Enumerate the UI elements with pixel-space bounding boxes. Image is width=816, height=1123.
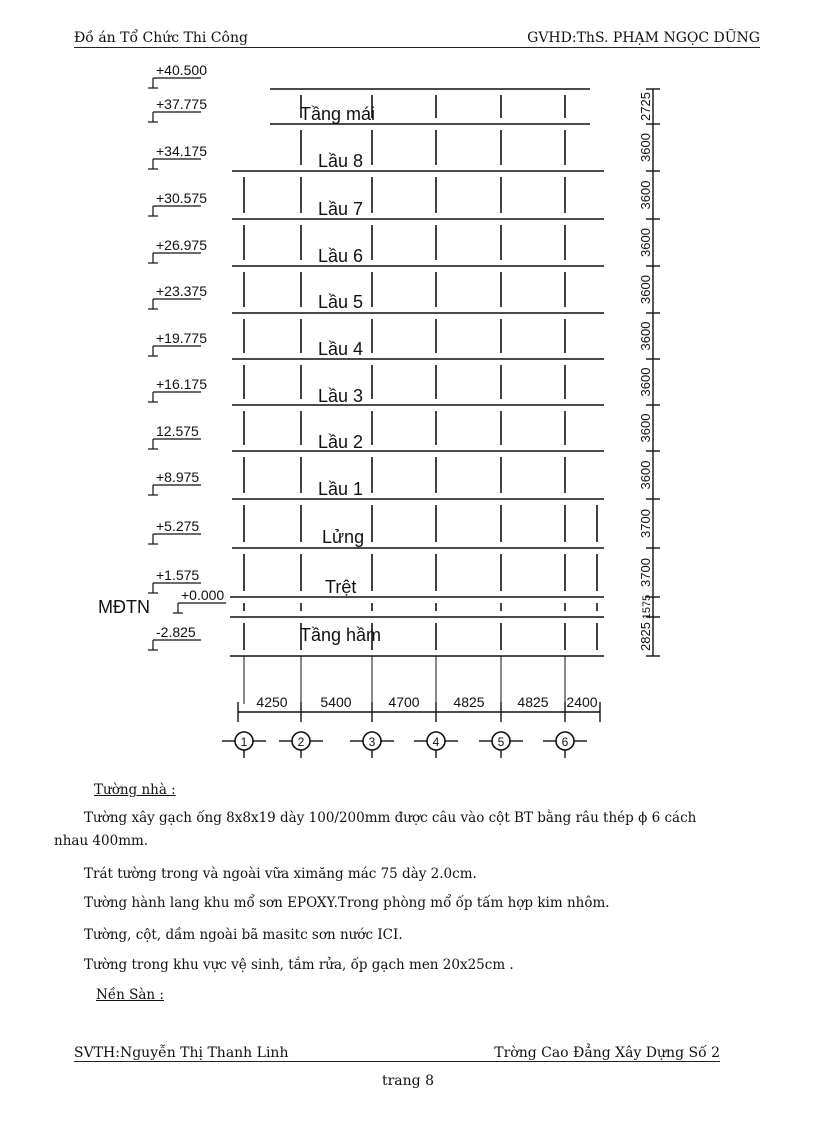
elevation-value: +16.175 [156, 376, 207, 392]
storey-height-value: 3600 [638, 133, 653, 162]
floor-label: Trệt [325, 577, 357, 597]
floor-label: Lầu 5 [318, 292, 364, 312]
axis-number: 2 [297, 735, 305, 749]
floor-label: Tầng hầm [300, 625, 382, 645]
span-value: 4825 [517, 694, 549, 710]
wall-paragraph-3: Tường hành lang khu mổ sơn EPOXY.Trong phòng mổ ốp tấm hợp kim nhôm. [84, 895, 610, 911]
header-left-title: Đồ án Tổ Chức Thi Công [74, 30, 248, 46]
wall-paragraph-1: Tường xây gạch ống 8x8x19 dày 100/200mm được câu vào cột BT bằng râu thép ϕ 6 cách [84, 810, 697, 826]
elevation-value: +5.275 [156, 518, 200, 534]
wall-section-heading: Tường nhà : [94, 782, 176, 798]
axis-number: 3 [368, 735, 376, 749]
ground-level-label: MĐTN [98, 597, 150, 617]
storey-height-value: 3600 [638, 321, 653, 351]
floor-label: Tầng mái [300, 104, 376, 124]
storey-height-value: 3600 [638, 367, 653, 397]
page-number: trang 8 [381, 1073, 434, 1089]
elevation-value: +0.000 [181, 587, 225, 603]
storey-height-value: 3600 [638, 460, 653, 490]
footer-school: Trờng Cao Đẳng Xây Dựng Số 2 [494, 1045, 720, 1061]
elevation-value: +37.775 [156, 96, 207, 112]
storey-height-value: 3700 [638, 558, 653, 587]
storey-height-value: 2725 [638, 92, 653, 121]
storey-height-value: 3600 [638, 413, 653, 443]
floor-label: Lầu 7 [318, 199, 364, 219]
elevation-value: +19.775 [156, 330, 207, 346]
wall-paragraph-4: Tường, cột, dầm ngoài bã masitc sơn nước ICI. [84, 927, 403, 943]
storey-height-value: 1575 [641, 594, 653, 620]
floor-label: Lầu 8 [318, 151, 364, 171]
storey-height-value: 3600 [638, 180, 653, 210]
elevation-value: -2.825 [156, 624, 196, 640]
floor-section-heading: Nền Sàn : [96, 987, 164, 1003]
axis-number: 4 [432, 735, 440, 749]
elevation-value: +40.500 [156, 62, 207, 78]
elevation-value: 12.575 [156, 423, 199, 439]
header-right-advisor: GVHD:ThS. PHẠM NGỌC DŨNG [527, 30, 760, 46]
storey-height-value: 3600 [638, 228, 653, 257]
storey-height-value: 2825 [638, 622, 653, 651]
footer-rule [74, 1061, 720, 1062]
elevation-value: +26.975 [156, 237, 207, 253]
elevation-value: +34.175 [156, 143, 207, 159]
floor-label: Lầu 6 [318, 246, 364, 266]
footer-student: SVTH:Nguyễn Thị Thanh Linh [74, 1045, 289, 1061]
floor-label: Lửng [322, 527, 365, 547]
axis-number: 6 [561, 735, 569, 749]
axis-number: 1 [240, 735, 248, 749]
span-value: 4250 [256, 694, 288, 710]
axis-number: 5 [497, 735, 505, 749]
span-value: 4700 [388, 694, 420, 710]
storey-height-value: 3700 [638, 509, 653, 538]
storey-height-value: 3600 [638, 275, 653, 304]
elevation-value: +1.575 [156, 567, 200, 583]
span-value: 5400 [320, 694, 352, 710]
floor-label: Lầu 3 [318, 386, 364, 406]
floor-label: Lầu 2 [318, 432, 364, 452]
elevation-value: +8.975 [156, 469, 200, 485]
wall-paragraph-2: Trát tường trong và ngoài vữa ximăng mác 75 dày 2.0cm. [84, 866, 477, 882]
elevation-value: +30.575 [156, 190, 207, 206]
elevation-value: +23.375 [156, 283, 207, 299]
span-value: 4825 [453, 694, 485, 710]
floor-label: Lầu 1 [318, 479, 364, 499]
wall-paragraph-5: Tường trong khu vực vệ sinh, tắm rửa, ốp gạch men 20x25cm . [84, 957, 514, 973]
wall-paragraph-1-continued: nhau 400mm. [54, 833, 149, 849]
floor-label: Lầu 4 [318, 339, 364, 359]
span-value: 2400 [566, 694, 598, 710]
